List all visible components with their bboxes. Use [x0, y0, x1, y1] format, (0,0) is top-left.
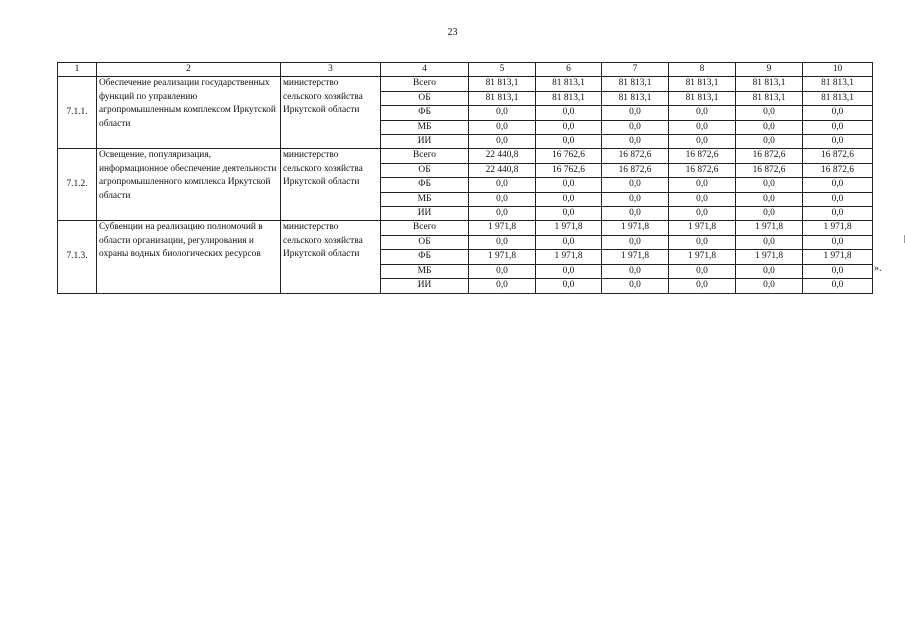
funding-value: 0,0 — [736, 279, 803, 293]
closing-quote-mark: ». — [874, 263, 882, 274]
funding-value: 0,0 — [669, 279, 736, 293]
funding-value: 0,0 — [602, 106, 669, 120]
budget-table — [57, 62, 873, 294]
funding-value: 16 872,6 — [669, 163, 736, 177]
header-cell: 8 — [669, 63, 736, 77]
funding-value: 0,0 — [469, 135, 536, 149]
funding-value: 0,0 — [602, 120, 669, 134]
item-number: 7.1.2. — [58, 149, 97, 221]
funding-value: 16 872,6 — [803, 163, 873, 177]
funding-value: 0,0 — [536, 120, 602, 134]
responsible-organization: министерство сельского хозяйства Иркутской области — [281, 77, 381, 149]
header-cell: 6 — [536, 63, 602, 77]
funding-value: 1 971,8 — [736, 250, 803, 264]
funding-value: 81 813,1 — [736, 91, 803, 105]
funding-value: 0,0 — [469, 207, 536, 221]
header-cell: 5 — [469, 63, 536, 77]
funding-value: 0,0 — [736, 235, 803, 249]
funding-value: 0,0 — [602, 235, 669, 249]
funding-value: 0,0 — [803, 135, 873, 149]
funding-value: 1 971,8 — [803, 221, 873, 235]
funding-value: 16 872,6 — [736, 163, 803, 177]
funding-value: 81 813,1 — [803, 77, 873, 91]
funding-value: 1 971,8 — [669, 250, 736, 264]
funding-source: Всего — [381, 221, 469, 235]
funding-value: 0,0 — [669, 207, 736, 221]
funding-value: 0,0 — [736, 120, 803, 134]
funding-value: 81 813,1 — [469, 91, 536, 105]
funding-value: 1 971,8 — [536, 221, 602, 235]
funding-value: 0,0 — [602, 135, 669, 149]
funding-value: 16 872,6 — [803, 149, 873, 163]
funding-value: 0,0 — [803, 192, 873, 206]
funding-value: 0,0 — [536, 106, 602, 120]
funding-value: 0,0 — [469, 235, 536, 249]
funding-value: 1 971,8 — [469, 250, 536, 264]
funding-value: 16 872,6 — [736, 149, 803, 163]
funding-source: Всего — [381, 149, 469, 163]
funding-value: 0,0 — [469, 120, 536, 134]
funding-value: 0,0 — [602, 279, 669, 293]
item-name: Субвенции на реализацию полномочий в области организации, регулирования и охраны водных биологических ресурсов — [97, 221, 281, 293]
item-name: Освещение, популяризация, информационное обеспечение деятельности агропромышленного комплекса Иркутской области — [97, 149, 281, 221]
funding-value: 0,0 — [803, 235, 873, 249]
header-cell: 1 — [58, 63, 97, 77]
funding-value: 0,0 — [536, 279, 602, 293]
funding-value: 1 971,8 — [536, 250, 602, 264]
funding-value: 0,0 — [469, 192, 536, 206]
funding-value: 0,0 — [803, 178, 873, 192]
funding-value: 81 813,1 — [669, 91, 736, 105]
responsible-organization: министерство сельского хозяйства Иркутской области — [281, 149, 381, 221]
funding-value: 81 813,1 — [803, 91, 873, 105]
header-cell: 4 — [381, 63, 469, 77]
funding-value: 0,0 — [469, 279, 536, 293]
funding-source: ОБ — [381, 163, 469, 177]
funding-value: 1 971,8 — [469, 221, 536, 235]
funding-value: 0,0 — [736, 178, 803, 192]
funding-value: 81 813,1 — [736, 77, 803, 91]
funding-value: 0,0 — [736, 192, 803, 206]
funding-value: 16 872,6 — [602, 163, 669, 177]
funding-value: 0,0 — [602, 192, 669, 206]
funding-value: 0,0 — [469, 178, 536, 192]
funding-value: 22 440,8 — [469, 163, 536, 177]
header-cell: 3 — [281, 63, 381, 77]
funding-source: ОБ — [381, 235, 469, 249]
funding-value: 0,0 — [536, 135, 602, 149]
funding-value: 1 971,8 — [803, 250, 873, 264]
item-number: 7.1.3. — [58, 221, 97, 293]
funding-value: 22 440,8 — [469, 149, 536, 163]
funding-source: ФБ — [381, 178, 469, 192]
funding-source: ОБ — [381, 91, 469, 105]
funding-value: 1 971,8 — [736, 221, 803, 235]
table-row — [58, 221, 873, 235]
funding-value: 1 971,8 — [602, 221, 669, 235]
funding-value: 0,0 — [602, 264, 669, 278]
page-number: 23 — [447, 27, 458, 38]
funding-value: 0,0 — [736, 207, 803, 221]
funding-value: 81 813,1 — [536, 77, 602, 91]
table-row — [58, 77, 873, 91]
funding-value: 16 872,6 — [669, 149, 736, 163]
funding-value: 0,0 — [469, 264, 536, 278]
funding-value: 0,0 — [536, 207, 602, 221]
funding-value: 0,0 — [602, 207, 669, 221]
header-cell: 10 — [803, 63, 873, 77]
funding-value: 0,0 — [536, 178, 602, 192]
funding-value: 0,0 — [469, 106, 536, 120]
funding-source: ИИ — [381, 207, 469, 221]
funding-value: 0,0 — [669, 178, 736, 192]
funding-value: 81 813,1 — [669, 77, 736, 91]
funding-source: МБ — [381, 264, 469, 278]
responsible-organization: министерство сельского хозяйства Иркутской области — [281, 221, 381, 293]
header-row — [58, 63, 873, 77]
funding-value: 16 762,6 — [536, 163, 602, 177]
funding-value: 0,0 — [536, 192, 602, 206]
funding-value: 81 813,1 — [469, 77, 536, 91]
funding-value: 0,0 — [803, 207, 873, 221]
funding-value: 81 813,1 — [536, 91, 602, 105]
funding-value: 0,0 — [536, 235, 602, 249]
funding-value: 81 813,1 — [602, 77, 669, 91]
funding-value: 0,0 — [736, 135, 803, 149]
funding-value: 0,0 — [669, 106, 736, 120]
funding-value: 0,0 — [669, 120, 736, 134]
funding-source: ФБ — [381, 106, 469, 120]
table-row — [58, 149, 873, 163]
funding-value: 0,0 — [803, 264, 873, 278]
item-name: Обеспечение реализации государственных функций по управлению агропромышленным комплексом Иркутской области — [97, 77, 281, 149]
funding-value: 0,0 — [736, 106, 803, 120]
funding-value: 0,0 — [536, 264, 602, 278]
funding-value: 0,0 — [669, 192, 736, 206]
funding-value: 16 762,6 — [536, 149, 602, 163]
table-body — [58, 63, 873, 294]
funding-value: 81 813,1 — [602, 91, 669, 105]
funding-value: 0,0 — [803, 279, 873, 293]
funding-source: МБ — [381, 192, 469, 206]
funding-value: 0,0 — [803, 120, 873, 134]
funding-value: 0,0 — [602, 178, 669, 192]
funding-value: 0,0 — [669, 235, 736, 249]
funding-source: ФБ — [381, 250, 469, 264]
funding-source: ИИ — [381, 279, 469, 293]
funding-value: 0,0 — [803, 106, 873, 120]
funding-value: 0,0 — [736, 264, 803, 278]
funding-value: 0,0 — [669, 264, 736, 278]
funding-value: 16 872,6 — [602, 149, 669, 163]
header-cell: 7 — [602, 63, 669, 77]
funding-source: ИИ — [381, 135, 469, 149]
funding-value: 0,0 — [669, 135, 736, 149]
funding-source: Всего — [381, 77, 469, 91]
header-cell: 2 — [97, 63, 281, 77]
funding-value: 1 971,8 — [602, 250, 669, 264]
header-cell: 9 — [736, 63, 803, 77]
item-number: 7.1.1. — [58, 77, 97, 149]
funding-source: МБ — [381, 120, 469, 134]
funding-value: 1 971,8 — [669, 221, 736, 235]
